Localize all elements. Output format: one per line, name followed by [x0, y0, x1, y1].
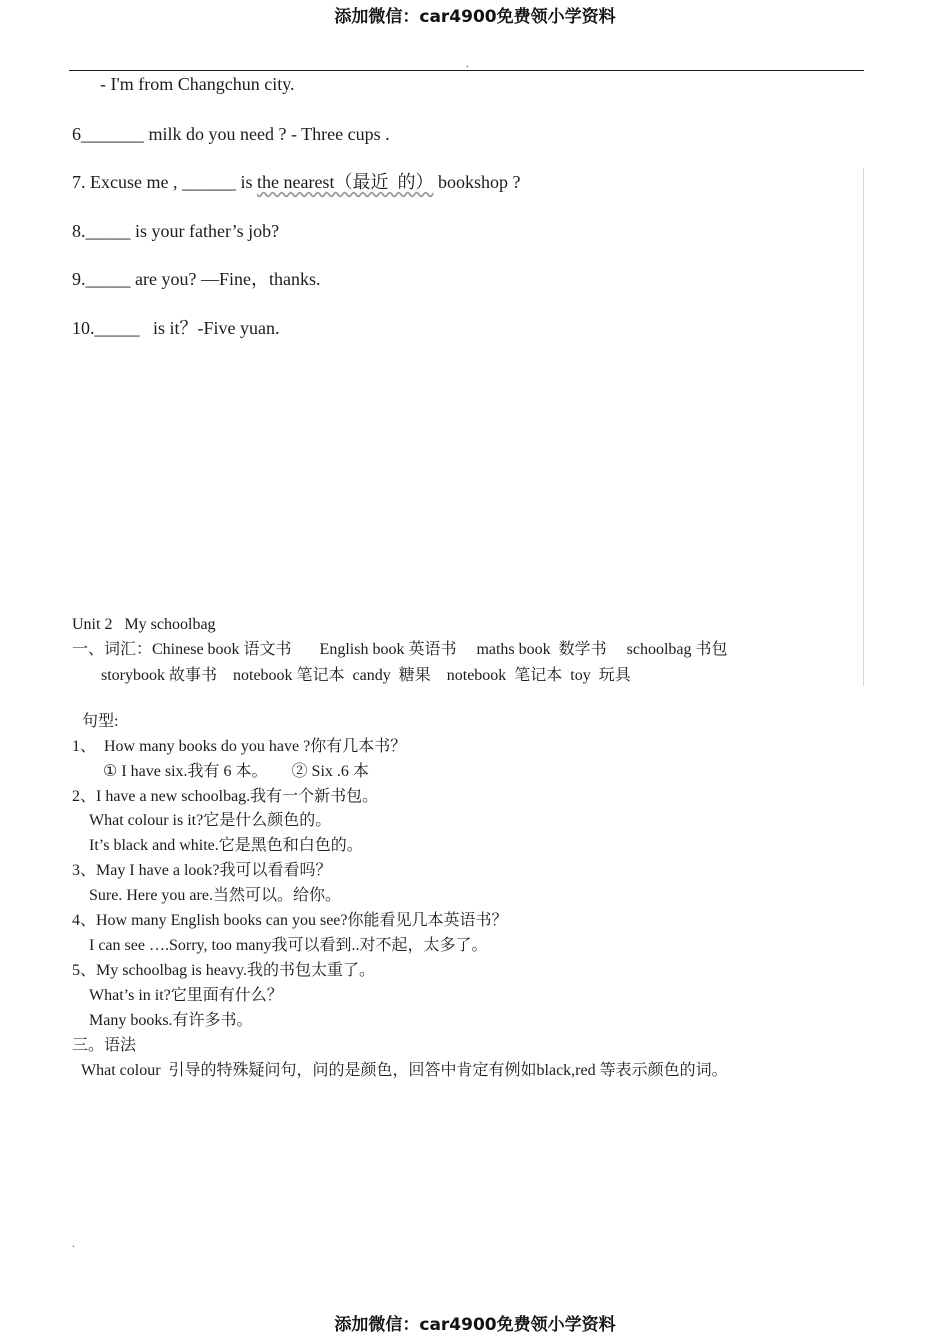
- question-8: 8._____ is your father’s job?: [72, 221, 280, 241]
- sentence-line: 2、I have a new schoolbag.我有一个新书包。: [72, 788, 379, 805]
- sentences-heading: 句型:: [82, 713, 119, 730]
- unit-title: Unit 2 My schoolbag: [72, 616, 216, 633]
- grammar-text: What colour 引导的特殊疑问句，问的是颜色，回答中肯定有例如black,red 等表示颜色的词。: [81, 1062, 728, 1079]
- grammar-heading: 三。语法: [72, 1037, 137, 1054]
- sentence-line: 1、 How many books do you have ?你有几本书？: [72, 738, 407, 755]
- footer-dot: .: [72, 1239, 75, 1250]
- question-7-before: 7. Excuse me , ______ is: [72, 172, 257, 192]
- question-10: 10._____ is it？-Five yuan.: [72, 318, 280, 338]
- sentence-line: Sure. Here you are.当然可以。给你。: [89, 887, 341, 904]
- right-margin-line: [863, 168, 864, 686]
- header-divider: [69, 70, 864, 71]
- vocab-line-1: 一、词汇：Chinese book 语文书 English book 英语书 maths book 数学书 schoolbag 书包: [72, 641, 728, 658]
- sentence-line: I can see ….Sorry, too many我可以看到..对不起，太多了。: [89, 937, 488, 954]
- sentence-line: ① I have six.我有 6 本。 ② Six .6 本: [103, 763, 369, 780]
- sentence-line: Many books.有许多书。: [89, 1012, 253, 1029]
- sentence-line: What colour is it?它是什么颜色的。: [89, 812, 332, 829]
- answer-line: - I'm from Changchun city.: [100, 74, 295, 94]
- sentence-line: 5、My schoolbag is heavy.我的书包太重了。: [72, 962, 375, 979]
- sentence-line: 3、May I have a look?我可以看看吗？: [72, 862, 332, 879]
- question-7: [72, 171, 520, 193]
- question-6: 6_______ milk do you need ? - Three cups .: [72, 124, 390, 144]
- sentence-line: 4、How many English books can you see?你能看见几本英语书？: [72, 912, 508, 929]
- question-9: 9._____ are you? —Fine，thanks.: [72, 269, 321, 289]
- header-center-dot: .: [466, 59, 469, 70]
- sentence-line: What’s in it?它里面有什么？: [89, 987, 283, 1004]
- header-watermark: 添加微信：car4900免费领小学资料: [334, 7, 616, 27]
- question-7-highlight: the nearest（最近 的）: [256, 172, 434, 192]
- question-7-after: bookshop ?: [433, 172, 521, 192]
- footer-watermark: 添加微信：car4900免费领小学资料: [334, 1315, 616, 1335]
- vocab-line-2: storybook 故事书 notebook 笔记本 candy 糖果 notebook 笔记本 toy 玩具: [101, 667, 631, 684]
- sentence-line: It’s black and white.它是黑色和白色的。: [89, 837, 363, 854]
